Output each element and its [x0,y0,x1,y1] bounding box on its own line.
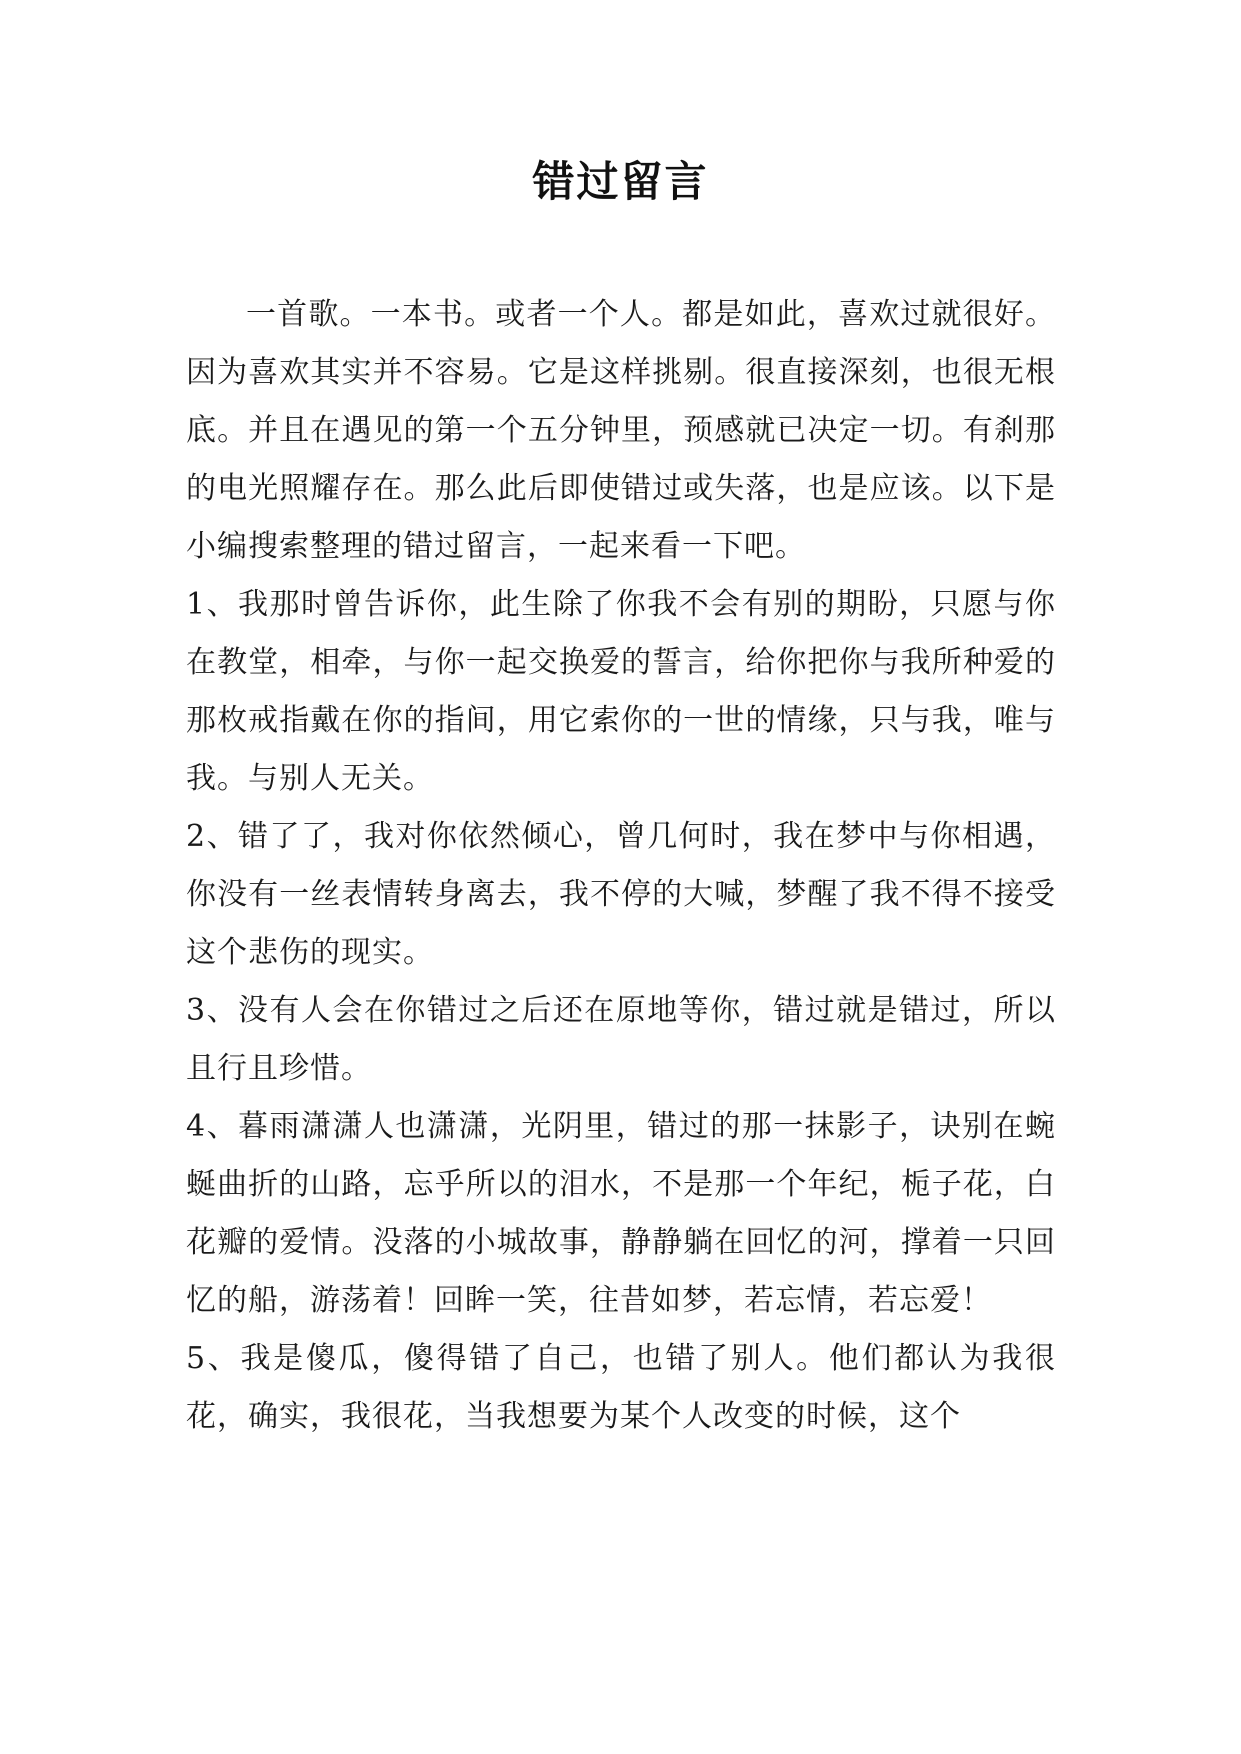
document-body [186,286,1056,1446]
intro-paragraph: 一首歌。一本书。或者一个人。都是如此，喜欢过就很好。因为喜欢其实并不容易。它是这样挑剔。很直接深刻，也很无根底。并且在遇见的第一个五分钟里，预感就已决定一切。有刹那的电光照耀存在。那么此后即使错过或失落，也是应该。以下是小编搜索整理的错过留言，一起来看一下吧。 [186,297,1056,564]
list-item-5: 5、我是傻瓜，傻得错了自己，也错了别人。他们都认为我很花，确实，我很花，当我想要为某个人改变的时候，这个 [186,1341,1056,1434]
list-item-1: 1、我那时曾告诉你，此生除了你我不会有别的期盼，只愿与你在教堂，相牵，与你一起交换爱的誓言，给你把你与我所种爱的那枚戒指戴在你的指间，用它索你的一世的情缘，只与我，唯与我。与别人无关。 [186,587,1056,796]
list-item-3: 3、没有人会在你错过之后还在原地等你，错过就是错过，所以且行且珍惜。 [186,993,1056,1086]
list-item-4: 4、暮雨潇潇人也潇潇，光阴里，错过的那一抹影子，诀别在蜿蜒曲折的山路，忘乎所以的泪水，不是那一个年纪，栀子花，白花瓣的爱情。没落的小城故事，静静躺在回忆的河，撑着一只回忆的船，游荡着！回眸一笑，往昔如梦，若忘情，若忘爱！ [186,1109,1056,1318]
document-title: 错过留言 [532,157,709,206]
list-item-2: 2、错了了，我对你依然倾心，曾几何时，我在梦中与你相遇，你没有一丝表情转身离去，我不停的大喊，梦醒了我不得不接受这个悲伤的现实。 [186,819,1056,970]
